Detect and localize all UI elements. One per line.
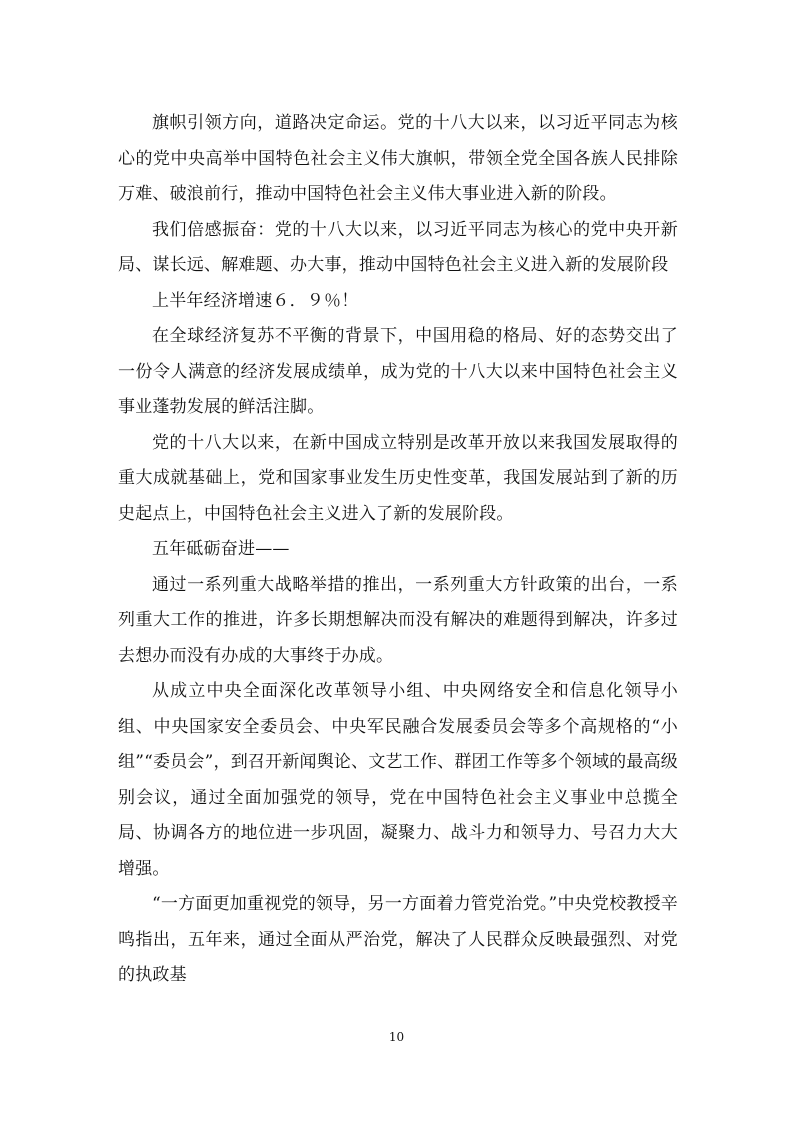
paragraph: 通过一系列重大战略举措的推出，一系列重大方针政策的出台，一系列重大工作的推进，许多长期想解决而没有解决的难题得到解决，许多过去想办而没有办成的大事终于办成。: [118, 574, 678, 666]
paragraph: 五年砥砺奋进——: [152, 539, 290, 559]
paragraph: “一方面更加重视党的领导，另一方面着力管党治党。”中央党校教授辛鸣指出，五年来，通过全面从严治党，解决了人民群众反映最强烈、对党的执政基: [118, 894, 678, 985]
paragraph: 旗帜引领方向，道路决定命运。党的十八大以来，以习近平同志为核心的党中央高举中国特色社会主义伟大旗帜，带领全党全国各族人民排除万难、破浪前行，推动中国特色社会主义伟大事业进入新的阶段。: [118, 113, 678, 204]
body-text: [118, 106, 678, 994]
paragraph: 上半年经济增速６．９％！: [152, 290, 359, 311]
page-number: 10: [388, 1030, 405, 1044]
paragraph: 党的十八大以来，在新中国成立特别是改革开放以来我国发展取得的重大成就基础上，党和国家事业发生历史性变革，我国发展站到了新的历史起点上，中国特色社会主义进入了新的发展阶段。: [118, 432, 678, 524]
paragraph: 从成立中央全面深化改革领导小组、中央网络安全和信息化领导小组、中央国家安全委员会、中央军民融合发展委员会等多个高规格的“小组”“委员会”，到召开新闻舆论、文艺工作、群团工作等多个领域的最高级别会议，通过全面加强党的领导，党在中国特色社会主义事业中总揽全局、协调各方的地位进一步巩固，凝聚力、战斗力和领导力、号召力大大增强。: [118, 681, 678, 879]
paragraph: 在全球经济复苏不平衡的背景下，中国用稳的格局、好的态势交出了一份令人满意的经济发展成绩单，成为党的十八大以来中国特色社会主义事业蓬勃发展的鲜活注脚。: [118, 326, 678, 417]
paragraph: 我们倍感振奋：党的十八大以来，以习近平同志为核心的党中央开新局、谋长远、解难题、办大事，推动中国特色社会主义进入新的发展阶段: [118, 219, 678, 275]
